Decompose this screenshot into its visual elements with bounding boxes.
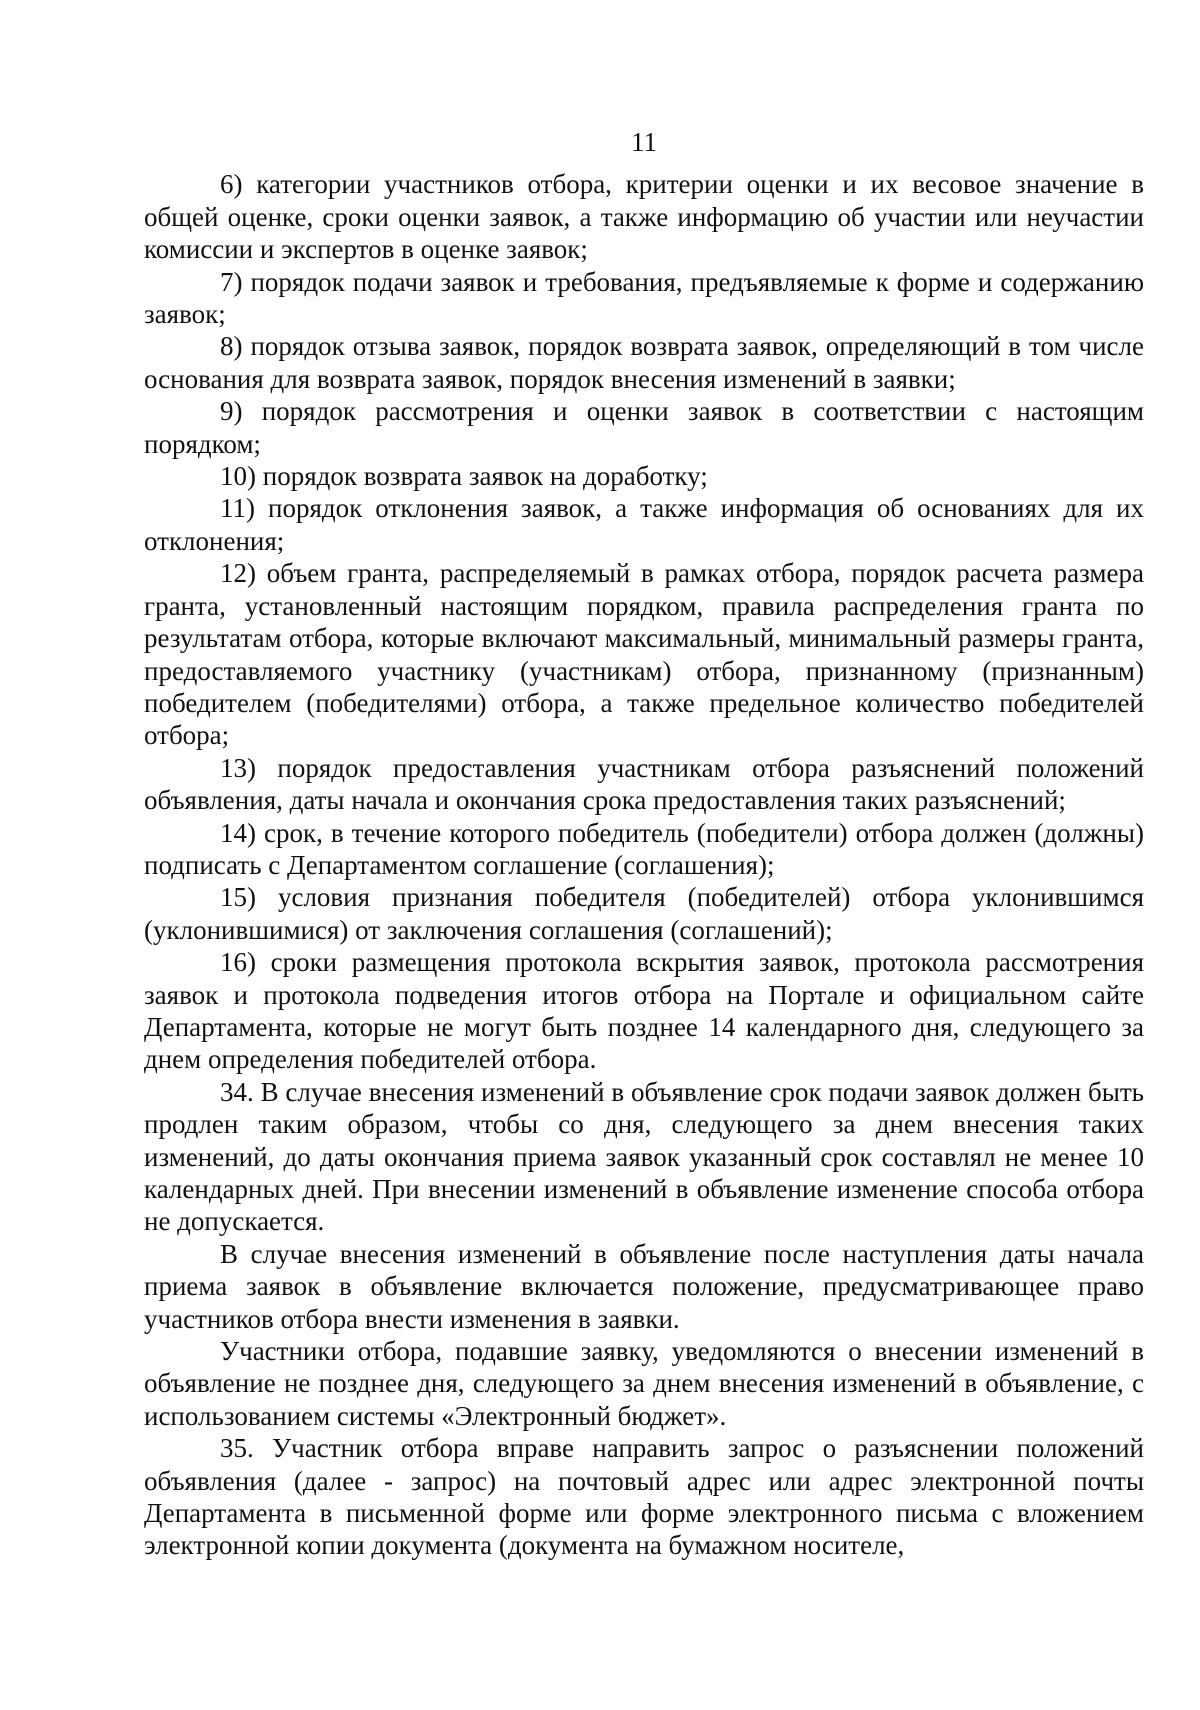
paragraph-item-12: 12) объем гранта, распределяемый в рамках отбора, порядок расчета размера гранта, установленный настоящим порядком, правила распределения гранта по результатам отбора, которые включают максимальный, минимальный размеры гранта, предоставляемого участнику (участникам) отбора, признанному (признанным) победителем (победителями) отбора, а также предельное количество победителей отбора; <box>144 558 1144 751</box>
paragraph-clause-35: 35. Участник отбора вправе направить запрос о разъяснении положений объявления (далее - запрос) на почтовый адрес или адрес электронной почты Департамента в письменной форме или форме электронного письма с вложением электронной копии документа (документа на бумажном носителе, <box>144 1433 1144 1561</box>
paragraph-clause-34-notice: Участники отбора, подавшие заявку, уведомляются о внесении изменений в объявление не позднее дня, следующего за днем внесения изменений в объявление, с использованием системы «Электронный бюджет». <box>144 1336 1144 1431</box>
paragraph-item-8: 8) порядок отзыва заявок, порядок возврата заявок, определяющий в том числе основания для возврата заявок, порядок внесения изменений в заявки; <box>144 331 1144 394</box>
paragraph-item-7: 7) порядок подачи заявок и требования, предъявляемые к форме и содержанию заявок; <box>144 266 1144 330</box>
paragraph-item-9: 9) порядок рассмотрения и оценки заявок в соответствии с настоящим порядком; <box>144 396 1144 459</box>
paragraph-item-15: 15) условия признания победителя (победителей) отбора уклонившимся (уклонившимися) от заключения соглашения (соглашений); <box>144 882 1144 945</box>
paragraph-item-13: 13) порядок предоставления участникам отбора разъяснений положений объявления, даты начала и окончания срока предоставления таких разъяснений; <box>144 752 1144 816</box>
paragraph-item-6: 6) категории участников отбора, критерии оценки и их весовое значение в общей оценке, сроки оценки заявок, а также информацию об участии или неучастии комиссии и экспертов в оценке заявок; <box>144 169 1144 265</box>
paragraph-clause-34: 34. В случае внесения изменений в объявление срок подачи заявок должен быть продлен таким образом, чтобы со дня, следующего за днем внесения таких изменений, до даты окончания приема заявок указанный срок составлял не менее 10 календарных дней. При внесении изменений в объявление изменение способа отбора не допускается. <box>144 1076 1144 1237</box>
page-number: 11 <box>631 127 657 157</box>
paragraph-item-14: 14) срок, в течение которого победитель (победители) отбора должен (должны) подписать с Департаментом соглашение (соглашения); <box>144 817 1144 880</box>
paragraph-clause-34-changes: В случае внесения изменений в объявление после наступления даты начала приема заявок в объявление включается положение, предусматривающее право участников отбора внести изменения в заявки. <box>144 1238 1144 1334</box>
paragraph-item-11: 11) порядок отклонения заявок, а также информация об основаниях для их отклонения; <box>144 493 1144 556</box>
paragraph-item-10: 10) порядок возврата заявок на доработку; <box>220 461 708 492</box>
paragraph-item-16: 16) сроки размещения протокола вскрытия заявок, протокола рассмотрения заявок и протокола подведения итогов отбора на Портале и официальном сайте Департамента, которые не могут быть позднее 14 календарного дня, следующего за днем определения победителей отбора. <box>144 947 1144 1075</box>
